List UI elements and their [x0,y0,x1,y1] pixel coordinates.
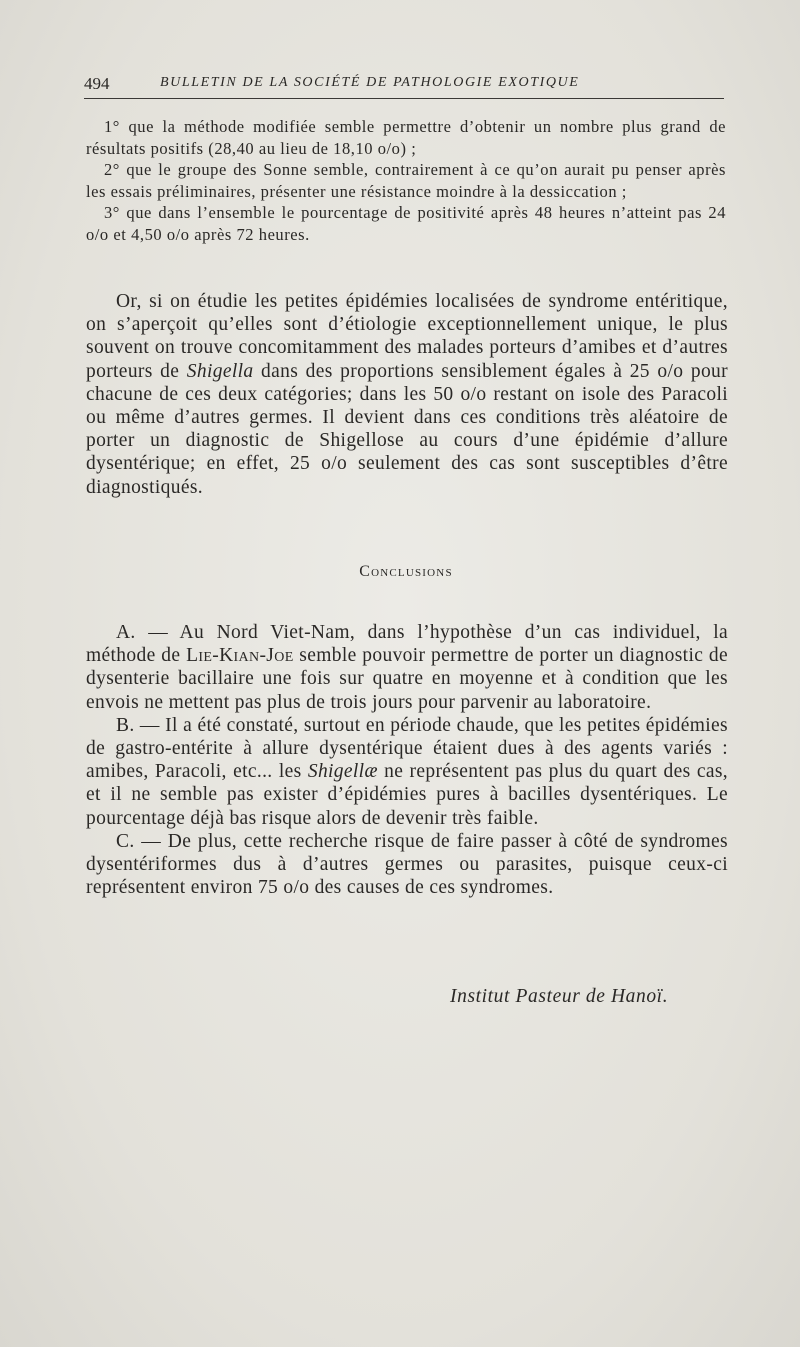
finding-3: 3° que dans l’ensemble le pourcentage de positivité après 48 heures n’atteint pas 24 o/o et 4,50 o/o après 72 heures. [86,203,726,244]
finding-2: 2° que le groupe des Sonne semble, contrairement à ce qu’on aurait pu penser après les essais préliminaires, présenter une résistance moindre à la dessiccation ; [86,160,726,201]
running-header [84,70,724,99]
findings-list [86,116,726,245]
discussion-text-1: Or, si on étudie les petites épidémies localisées de syndrome entéritique, on s’aperçoit qu’elles sont d’étiologie exceptionnellement unique, le plus souvent on trouve concomitamment des malades porteurs d’amibes et d’autres porteurs de [86,291,728,382]
page-number: 494 [84,74,110,93]
conclusion-b [86,714,728,830]
conclusion-a-text-2: semble pouvoir permettre de porter un diagnostic de dysenterie bacillaire une fois sur quatre en moyenne et à condition que les envois ne mettent pas plus de trois jours pour parvenir au laboratoire. [86,645,729,713]
institution-signature: Institut Pasteur de Hanoï. [450,986,669,1007]
finding-1: 1° que la méthode modifiée semble permettre d’obtenir un nombre plus grand de résultats positifs (28,40 au lieu de 18,10 o/o) ; [86,117,726,158]
discussion-paragraph [86,290,728,499]
conclusion-b-text-1: B. — Il a été constaté, surtout en période chaude, que les petites épidémies de gastro-entérite à allure dysentérique étaient dues à des agents variés : amibes, Paracoli, etc... les [86,714,728,783]
conclusions-heading: Conclusions [359,563,453,580]
discussion-text-2: dans des proportions sensiblement égales à 25 o/o pour chacune de ces deux catégories; dans les 50 o/o restant on isole des Paracoli ou même d’autres germes. Il devient dans ces conditions très aléatoire de porter un diagnostic de Shigellose au cours d’une épidémie d’allure dysentérique; en effet, 25 o/o seulement des cas sont susceptibles d’être diagnostiqués. [86,360,728,498]
author-name: Lie-Kian-Joe [186,645,294,667]
conclusion-c: C. — De plus, cette recherche risque de faire passer à côté de syndromes dysentériformes dus à d’autres germes ou parasites, puisque ceux-ci représentent environ 75 o/o des causes de ces syndromes. [86,830,728,899]
conclusion-b-text-2: ne représentent pas plus du quart des cas, et il ne semble pas exister d’épidémies pures à bacilles dysentériques. Le pourcentage déjà bas risque alors de devenir très faible. [86,761,728,829]
conclusion-a-text-1: A. — Au Nord Viet-Nam, dans l’hypothèse d’un cas individuel, la méthode de [86,622,728,667]
discussion-italic: Shigella [186,360,254,382]
conclusion-b-italic: Shigellæ [307,761,378,783]
running-title: BULLETIN DE LA SOCIÉTÉ DE PATHOLOGIE EXOTIQUE [160,75,580,90]
conclusions-body [86,621,728,899]
conclusion-a [86,621,728,714]
